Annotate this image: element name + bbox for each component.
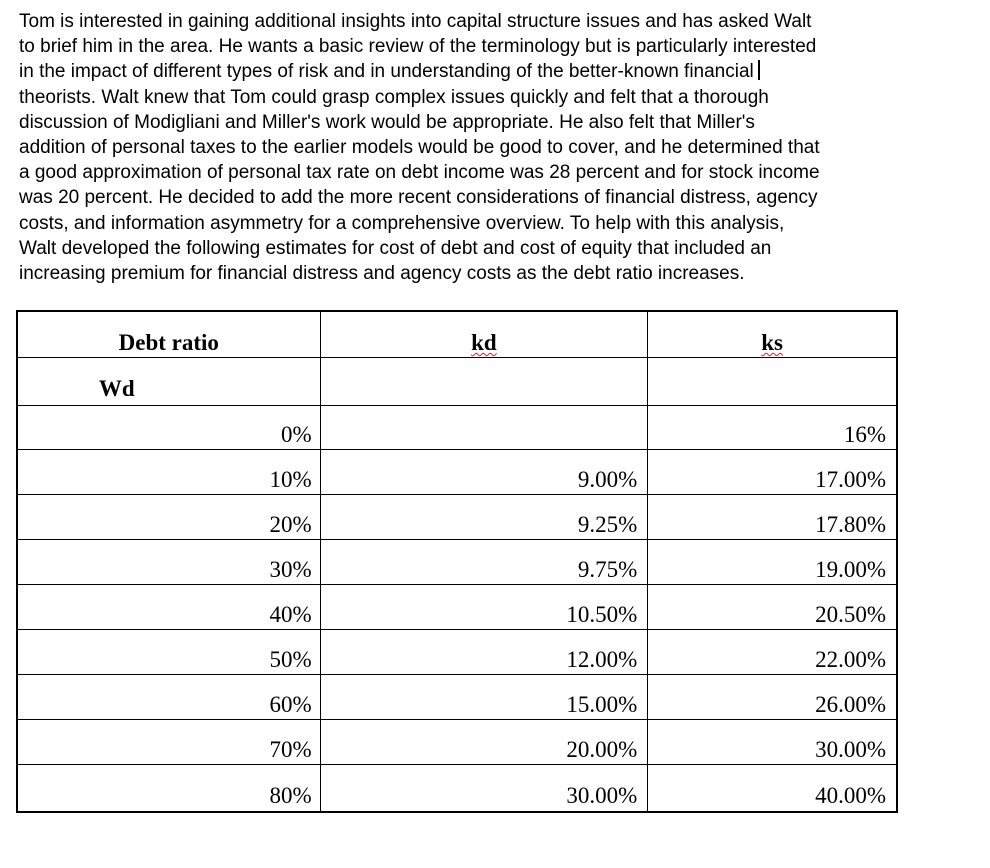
kd-value: 20.00% xyxy=(321,737,648,765)
table-row xyxy=(17,541,897,586)
ks-value: 22.00% xyxy=(648,647,896,675)
kd-value: 30.00% xyxy=(566,783,638,808)
wd-value: 40% xyxy=(18,602,322,630)
wd-value: 10% xyxy=(18,467,322,495)
paragraph-line: costs, and information asymmetry for a comprehensive overview. To help with this analysis, xyxy=(19,212,785,234)
wd-value: 0% xyxy=(18,422,322,450)
paragraph-line: a good approximation of personal tax rate on debt income was 28 percent and for stock income xyxy=(19,162,820,184)
paragraph-line: addition of personal taxes to the earlier models would be good to cover, and he determined that xyxy=(19,137,820,159)
kd-value: 9.00% xyxy=(321,467,648,495)
header-debt-ratio-label: Debt ratio xyxy=(18,330,320,358)
kd-value: 9.75% xyxy=(321,557,648,585)
paragraph-line xyxy=(19,59,969,84)
wd-value: 80% xyxy=(269,783,312,808)
table-row xyxy=(17,766,897,812)
wd-value: 50% xyxy=(18,647,322,675)
kd-value: 9.25% xyxy=(321,512,648,540)
empty-cell xyxy=(320,358,648,406)
table-row xyxy=(17,451,897,496)
kd-value: 12.00% xyxy=(321,647,648,675)
table-row xyxy=(17,586,897,631)
wd-value: 70% xyxy=(18,737,322,765)
problem-paragraph xyxy=(19,9,969,286)
wd-value: 60% xyxy=(18,692,322,720)
header-wd xyxy=(17,358,320,406)
header-wd-label: Wd xyxy=(98,376,135,401)
wd-value: 30% xyxy=(18,557,322,585)
paragraph-line: theorists. Walt knew that Tom could grasp complex issues quickly and felt that a thorough xyxy=(19,86,769,108)
table-header-row xyxy=(17,311,897,358)
table-row xyxy=(17,721,897,766)
kd-value: 15.00% xyxy=(321,692,648,720)
ks-value: 17.80% xyxy=(648,512,896,540)
paragraph-line: was 20 percent. He decided to add the more recent considerations of financial distress, agency xyxy=(19,187,818,209)
table-subheader-row xyxy=(17,358,897,406)
header-ks xyxy=(648,311,897,358)
cost-estimates-table xyxy=(16,310,898,813)
paragraph-line: discussion of Modigliani and Miller's work would be appropriate. He also felt that Miller's xyxy=(19,111,755,133)
paragraph-line: to brief him in the area. He wants a basic review of the terminology but is particularly interested xyxy=(19,36,817,58)
paragraph-line-text: in the impact of different types of risk and in understanding of the better-known financial xyxy=(19,61,754,83)
header-kd xyxy=(320,311,648,358)
header-ks-label: ks xyxy=(761,330,783,355)
paragraph-line: Walt developed the following estimates for cost of debt and cost of equity that included an xyxy=(19,237,772,259)
text-cursor xyxy=(758,60,760,80)
table-row xyxy=(17,406,897,451)
ks-value: 30.00% xyxy=(648,737,896,765)
paragraph-line: Tom is interested in gaining additional insights into capital structure issues and has asked Walt xyxy=(19,11,812,32)
ks-value: 20.50% xyxy=(648,602,896,630)
ks-value: 19.00% xyxy=(648,557,896,585)
kd-value: 10.50% xyxy=(321,602,648,630)
ks-value: 40.00% xyxy=(815,783,886,808)
wd-value: 20% xyxy=(18,512,322,540)
paragraph-line: increasing premium for financial distress and agency costs as the debt ratio increases. xyxy=(19,263,745,285)
ks-value: 16% xyxy=(648,422,896,450)
ks-value: 17.00% xyxy=(648,467,896,495)
table-row xyxy=(17,496,897,541)
header-kd-label: kd xyxy=(471,330,497,355)
table-row xyxy=(17,676,897,721)
table-row xyxy=(17,631,897,676)
header-debt-ratio xyxy=(17,311,320,358)
ks-value: 26.00% xyxy=(648,692,896,720)
empty-cell xyxy=(648,358,897,406)
kd-value xyxy=(321,422,648,450)
